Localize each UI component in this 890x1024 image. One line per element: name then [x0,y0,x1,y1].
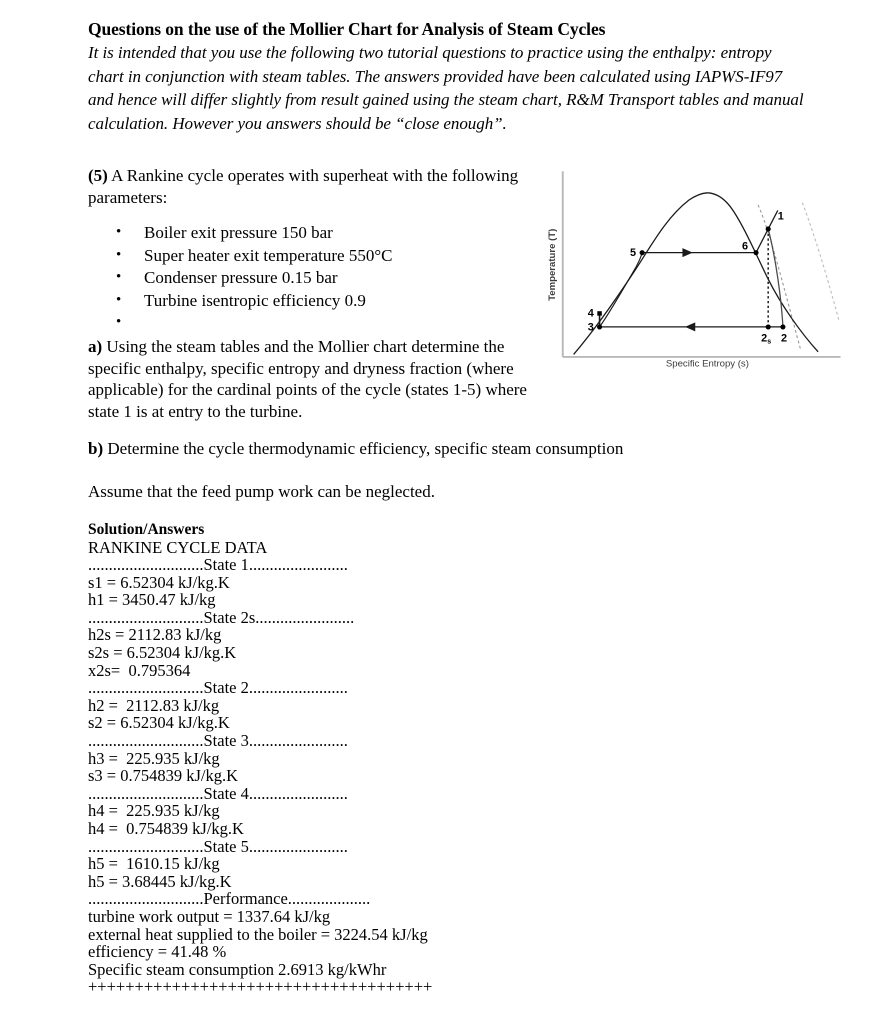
parameter-text: Boiler exit pressure 150 bar [144,223,333,242]
separator-state-5: ............................State 5........................ [88,836,348,856]
state-label-4: 4 [587,307,594,320]
parameter-list [88,222,540,330]
condensation-arrow-icon [685,322,695,331]
solution-block [88,521,588,996]
turbine-work-output: turbine work output = 1337.64 kJ/kg [88,906,331,926]
question-intro [88,165,540,208]
state-label-2s: 2s [761,332,772,346]
solution-heading: Solution/Answers [88,521,205,538]
state-point-2s-marker [766,324,771,329]
solution-subheading: RANKINE CYCLE DATA [88,537,268,557]
state-label-5: 5 [629,246,637,259]
state-2s-dryness: x2s= 0.795364 [88,660,191,680]
state-label-3: 3 [587,321,594,334]
part-a-label: a) [88,337,103,356]
state-point-1-marker [766,226,771,231]
parameter-text: Condenser pressure 0.15 bar [144,268,338,287]
state-point-3-marker [597,324,602,329]
isobar-low-dotted-curve [802,202,838,319]
actual-expansion-line [768,229,783,327]
feedwater-heating-line [600,253,643,327]
specific-steam-consumption: Specific steam consumption 2.6913 kg/kWhr [88,959,387,979]
state-2s-entropy: s2s = 6.52304 kJ/kg.K [88,643,237,663]
bullet-icon: • [116,291,122,308]
isobar-stub-line [768,210,778,229]
state-2s-enthalpy: h2s = 2112.83 kJ/kg [88,625,222,645]
state-3-enthalpy: h3 = 225.935 kJ/kg [88,748,220,768]
state-5-entropy: h5 = 3.68445 kJ/kg.K [88,871,232,891]
bullet-icon: • [116,269,122,285]
parameter-text: Super heater exit temperature 550°C [144,245,393,265]
question-part-a [88,336,540,422]
document-header [88,18,804,135]
separator-state-4: ............................State 4........................ [88,783,348,803]
separator-state-1: ............................State 1........................ [88,555,348,575]
bullet-icon: • [116,314,122,330]
question-block [88,165,540,422]
part-b-text: Determine the cycle thermodynamic efficiency, specific steam consumption [103,439,624,458]
state-point-5-marker [640,250,645,255]
state-2-entropy: s2 = 6.52304 kJ/kg.K [88,713,230,733]
state-point-4-marker [597,311,601,315]
list-item [88,245,540,268]
separator-state-3: ............................State 3........................ [88,731,348,751]
x-axis-label: Specific Entropy (s) [665,358,749,370]
external-heat-supplied: external heat supplied to the boiler = 3224.54 kJ/kg [88,924,428,944]
state-2-enthalpy: h2 = 2112.83 kJ/kg [88,695,220,715]
evaporation-arrow-icon [682,248,692,257]
state-1-entropy: s1 = 6.52304 kJ/kg.K [88,572,230,592]
state-label-1: 1 [777,210,784,223]
question-number: (5) [88,166,108,185]
state-point-2-marker [780,324,785,329]
list-item [88,290,540,313]
part-a-text: Using the steam tables and the Mollier chart determine the specific enthalpy, specific entropy and dryness fraction (where applicable) for the cardinal points of the cycle (states 1-5) where state 1 is at entry to the turbine. [88,337,527,421]
state-point-6-marker [753,250,758,255]
state-3-entropy: s3 = 0.754839 kJ/kg.K [88,766,239,786]
state-4-enthalpy: h4 = 225.935 kJ/kg [88,801,220,821]
state-4-entropy: h4 = 0.754839 kJ/kg.K [88,819,244,838]
question-assumption: Assume that the feed pump work can be neglected. [88,482,435,501]
question-intro-text: A Rankine cycle operates with superheat with the following parameters: [88,166,519,207]
separator-footer: +++++++++++++++++++++++++++++++++++++ [88,977,433,997]
list-item [88,267,540,290]
document-intro: It is intended that you use the following two tutorial questions to practice using the enthalpy: entropy chart in conjunction with steam tables. The answers provided have been calculated using IAPWS-IF97 and hence will differ slightly from result gained using the steam chart, R&M Transport tables and manual calculation. However you answers should be “close enough”. [88,43,804,133]
bullet-icon: • [116,246,122,263]
page-title: Questions on the use of the Mollier Chart for Analysis of Steam Cycles [88,19,606,39]
part-b-label: b) [88,439,104,458]
superheat-line [756,229,768,253]
bullet-icon: • [116,224,122,240]
ts-diagram-svg [547,152,845,384]
question-part-b [88,438,708,460]
state-label-6: 6 [741,240,749,253]
ts-diagram [547,152,845,384]
parameter-text: Turbine isentropic efficiency 0.9 [144,290,366,310]
separator-state-2s: ............................State 2s........................ [88,607,355,627]
y-axis-label: Temperature (T) [547,228,559,301]
separator-state-2: ............................State 2........................ [88,678,348,698]
list-item [88,222,540,245]
state-1-enthalpy: h1 = 3450.47 kJ/kg [88,590,216,610]
state-5-enthalpy: h5 = 1610.15 kJ/kg [88,854,220,874]
separator-performance: ............................Performance.................... [88,889,371,909]
cycle-efficiency: efficiency = 41.48 % [88,942,227,962]
state-label-2: 2 [781,332,788,345]
list-item [88,312,540,330]
